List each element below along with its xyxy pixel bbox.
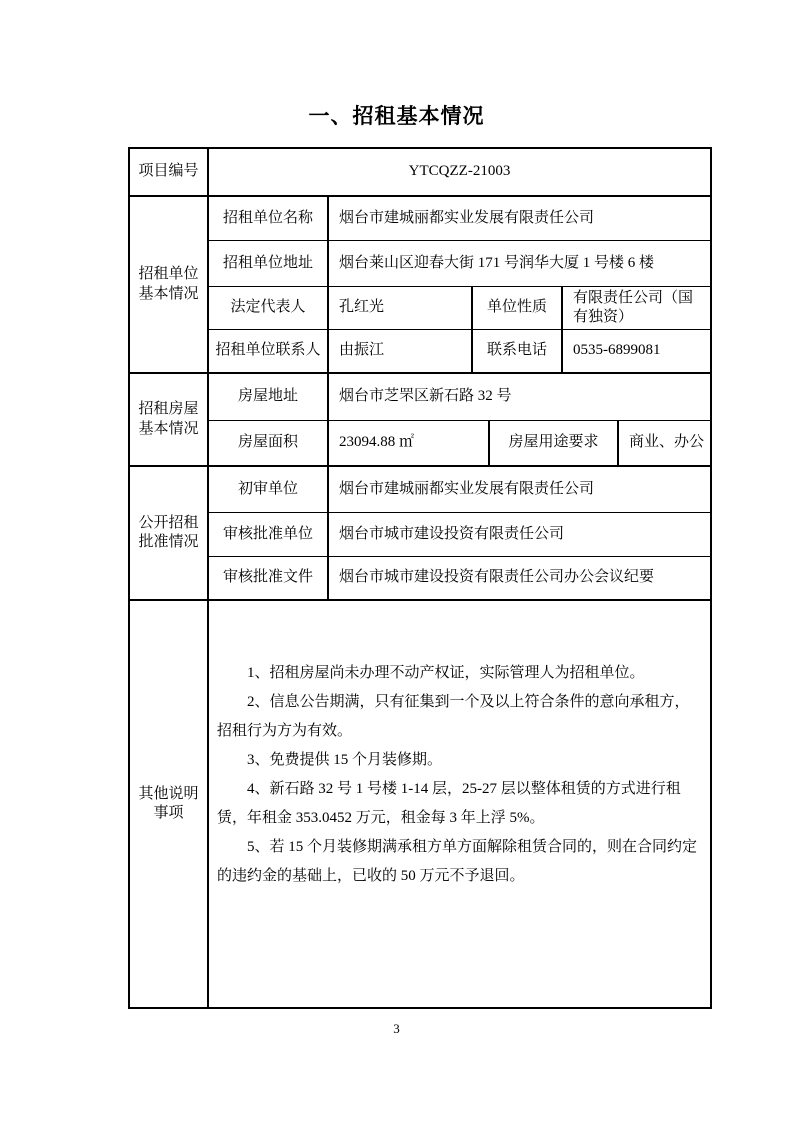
section-other-notes-label <box>130 601 209 1007</box>
field-value: 0535-6899081 <box>561 330 710 372</box>
field-label: 房屋地址 <box>237 388 298 405</box>
field-label: 招租单位名称 <box>222 209 313 226</box>
section-rental-unit-rows <box>209 197 710 372</box>
field-value: 烟台市芝罘区新石路 32 号 <box>327 374 710 420</box>
rental-info-table <box>128 147 712 1009</box>
section-label-line: 其他说明 <box>138 785 199 802</box>
field-value: 烟台市建城丽都实业发展有限责任公司 <box>327 467 710 512</box>
field-value: 孔红光 <box>327 287 471 329</box>
note-paragraph: 3、免费提供 15 个月装修期。 <box>247 752 443 768</box>
section-label-line: 批准情况 <box>138 534 199 550</box>
field-value: 烟台市城市建设投资有限责任公司办公会议纪要 <box>327 557 710 599</box>
page-number: 3 <box>393 1021 400 1036</box>
section-label-line: 基本情况 <box>138 420 199 437</box>
section-label-line: 招租单位 <box>138 266 199 282</box>
section-rental-unit-label <box>130 197 209 372</box>
table-row <box>209 329 710 372</box>
table-row <box>209 556 710 599</box>
field-value: 由振江 <box>327 330 471 372</box>
field-label: 联系电话 <box>471 330 561 372</box>
field-label: 初审单位 <box>237 480 298 497</box>
field-value: 烟台莱山区迎春大街 171 号润华大厦 1 号楼 6 楼 <box>327 241 710 286</box>
table-row <box>209 374 710 420</box>
note-paragraph: 2、信息公告期满，只有征集到一个及以上符合条件的意向承租方，招租行为方为有效。 <box>217 694 690 739</box>
note-paragraph: 1、招租房屋尚未办理不动产权证，实际管理人为招租单位。 <box>247 665 645 681</box>
other-notes-content <box>209 601 710 1007</box>
section-label-line: 招租房屋 <box>138 401 199 417</box>
field-label: 房屋面积 <box>237 434 298 451</box>
field-value: 商业、办公 <box>617 421 710 465</box>
section-other-notes <box>130 599 710 1007</box>
section-rental-house-label <box>130 374 209 465</box>
section-rental-house-rows <box>209 374 710 465</box>
page-title: 一、招租基本情况 <box>308 105 485 128</box>
section-approval-label <box>130 467 209 599</box>
field-label: 招租单位联系人 <box>215 342 321 359</box>
section-label-line: 基本情况 <box>138 285 199 302</box>
row-project-number <box>130 149 710 195</box>
field-label: 审核批准单位 <box>222 525 313 542</box>
table-row <box>209 420 710 465</box>
note-paragraph: 5、若 15 个月装修期满承租方单方面解除租赁合同的，则在合同约定的违约金的基础上，已收的 50 万元不予退回。 <box>217 839 698 884</box>
section-approval <box>130 465 710 599</box>
field-label: 房屋用途要求 <box>488 421 617 465</box>
project-number-value: YTCQZZ-21003 <box>408 163 511 180</box>
section-label-line: 公开招租 <box>138 514 199 531</box>
field-value: 有限责任公司（国有独资） <box>561 287 710 329</box>
table-row <box>209 197 710 240</box>
project-number-label: 项目编号 <box>130 149 209 195</box>
field-label: 招租单位地址 <box>222 254 313 271</box>
section-rental-house <box>130 372 710 465</box>
table-row <box>209 512 710 556</box>
field-label: 单位性质 <box>471 287 561 329</box>
section-approval-rows <box>209 467 710 599</box>
section-label-line: 事项 <box>153 805 184 821</box>
field-value: 烟台市城市建设投资有限责任公司 <box>327 513 710 556</box>
note-paragraph: 4、新石路 32 号 1 号楼 1-14 层，25-27 层以整体租赁的方式进行租赁，年租金 353.0452 万元，租金每 3 年上浮 5%。 <box>217 781 681 826</box>
field-value: 23094.88 ㎡ <box>327 421 488 465</box>
field-value: 烟台市建城丽都实业发展有限责任公司 <box>327 197 710 240</box>
table-row <box>209 240 710 286</box>
field-label: 审核批准文件 <box>222 569 313 586</box>
section-rental-unit <box>130 195 710 372</box>
table-row <box>209 286 710 329</box>
table-row <box>209 467 710 512</box>
field-label: 法定代表人 <box>230 299 306 316</box>
